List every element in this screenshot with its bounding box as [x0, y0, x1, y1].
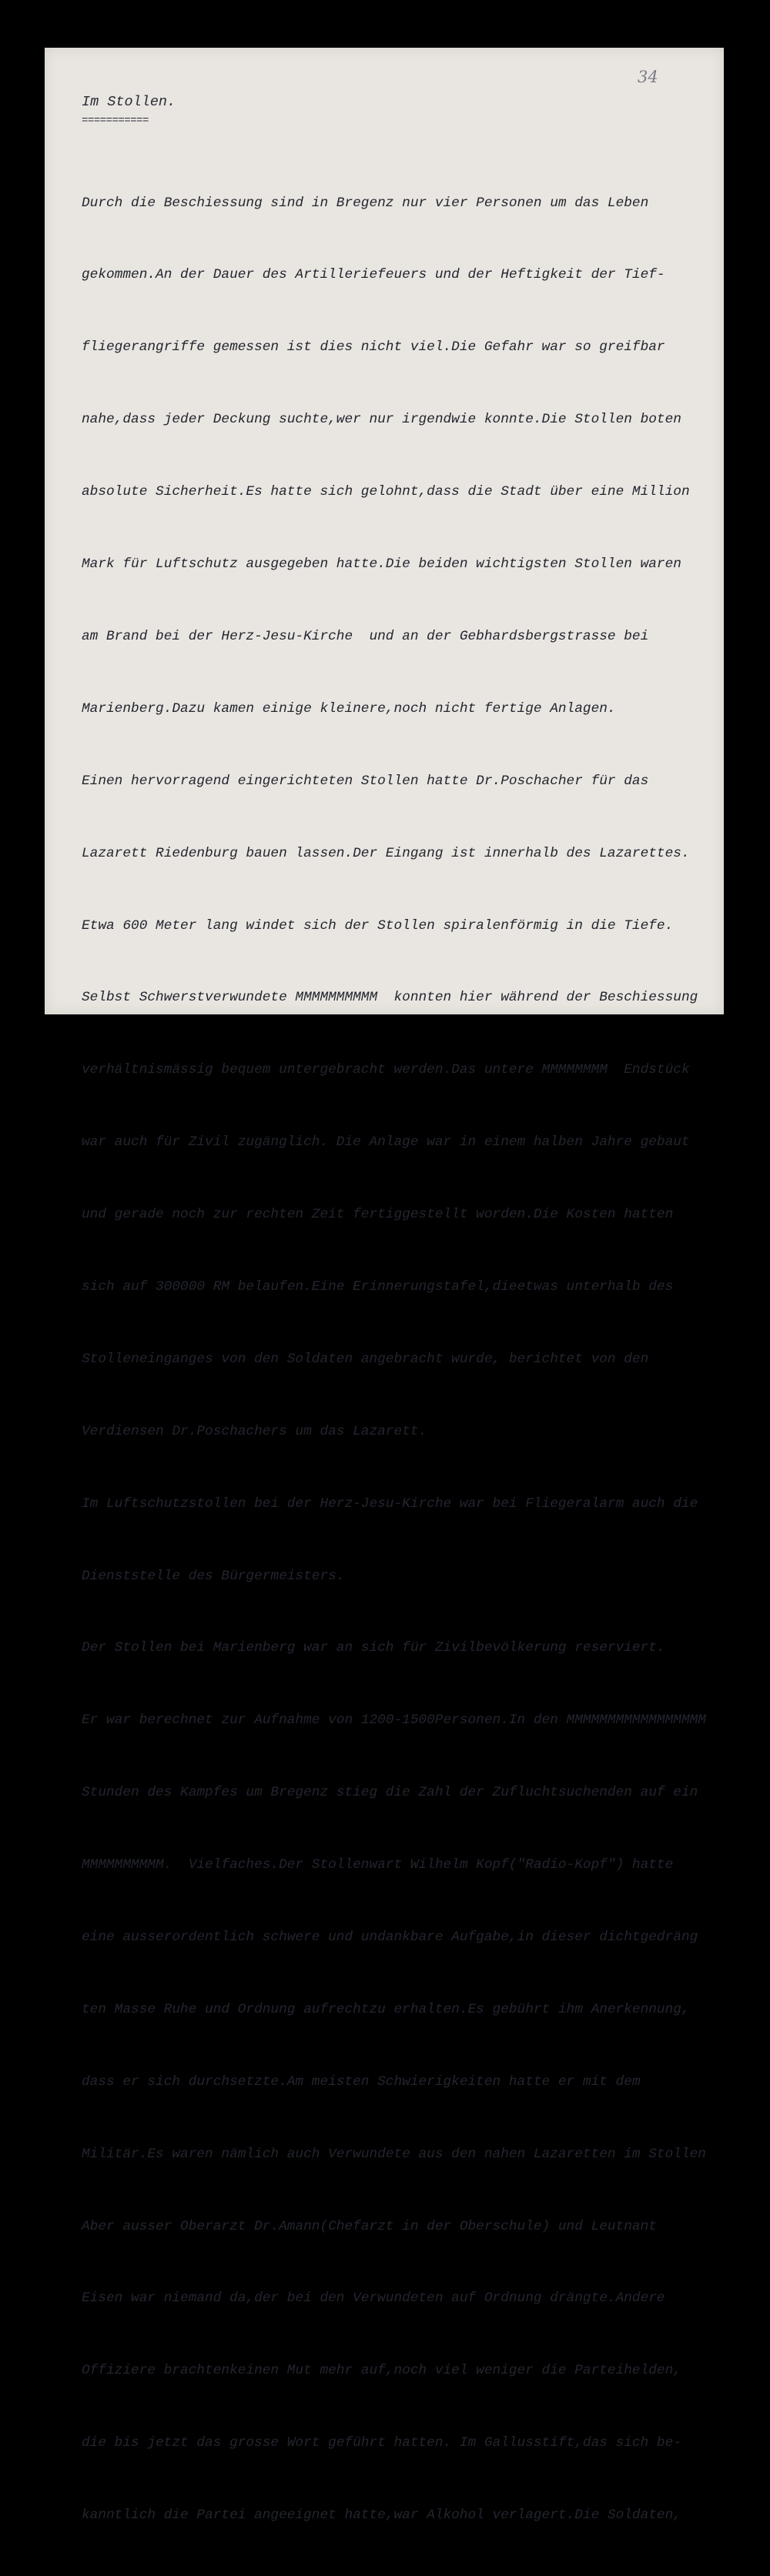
text-line: eine ausserordentlich schwere und undankbare Aufgabe,in dieser dichtgedräng: [82, 1929, 698, 1945]
text-line: absolute Sicherheit.Es hatte sich gelohnt,dass die Stadt über eine Million: [82, 484, 690, 500]
text-line: nahe,dass jeder Deckung suchte,wer nur irgendwie konnte.Die Stollen boten: [82, 412, 681, 428]
text-line: Militär.Es waren nämlich auch Verwundete aus den nahen Lazaretten im Stollen: [82, 2146, 706, 2162]
text-line: Der Stollen bei Marienberg war an sich für Zivilbevölkerung reserviert.: [82, 1640, 665, 1656]
page-title: Im Stollen.: [82, 94, 176, 110]
text-line: gekommen.An der Dauer des Artilleriefeuers und der Heftigkeit der Tief-: [82, 267, 665, 283]
page-number: 34: [638, 68, 658, 86]
text-line: Im Luftschutzstollen bei der Herz-Jesu-Kirche war bei Fliegeralarm auch die: [82, 1495, 698, 1512]
text-line: Einen hervorragend eingerichteten Stollen hatte Dr.Poschacher für das: [82, 773, 649, 789]
text-line: MMMMMMMMMM. Vielfaches.Der Stollenwart Wilhelm Kopf("Radio-Kopf") hatte: [82, 1857, 674, 1873]
text-line: verhältnismässig bequem untergebracht werden.Das untere MMMMMMMM Endstück: [82, 1062, 690, 1078]
document-page: [45, 48, 724, 2524]
text-line: dass er sich durchsetzte.Am meisten Schwierigkeiten hatte er mit dem: [82, 2073, 641, 2090]
text-line: Offiziere brachtenkeinen Mut mehr auf,noch viel weniger die Parteihelden,: [82, 2363, 681, 2379]
text-line: ten Masse Ruhe und Ordnung aufrechtzu erhalten.Es gebührt ihm Anerkennung,: [82, 2001, 690, 2017]
title-underline: ===========: [82, 115, 149, 127]
text-line: Verdiensen Dr.Poschachers um das Lazarett.: [82, 1423, 427, 1439]
text-line: Mark für Luftschutz ausgegeben hatte.Die beiden wichtigsten Stollen waren: [82, 556, 681, 573]
text-line: kanntlich die Partei angeeignet hatte,war Alkohol verlagert.Die Soldaten,: [82, 2508, 681, 2524]
text-line: war auch für Zivil zugänglich. Die Anlage war in einem halben Jahre gebaut: [82, 1134, 690, 1151]
text-line: Aber ausser Oberarzt Dr.Amann(Chefarzt in der Oberschule) und Leutnant: [82, 2218, 657, 2234]
text-line: Marienberg.Dazu kamen einige kleinere,noch nicht fertige Anlagen.: [82, 700, 616, 717]
text-line: und gerade noch zur rechten Zeit fertiggestellt worden.Die Kosten hatten: [82, 1207, 674, 1223]
text-line: sich auf 300000 RM belaufen.Eine Erinnerungstafel,dieetwas unterhalb des: [82, 1278, 674, 1295]
text-line: Dienststelle des Bürgermeisters.: [82, 1568, 345, 1584]
text-line: die bis jetzt das grosse Wort geführt hatten. Im Gallusstift,das sich be-: [82, 2435, 681, 2451]
text-line: am Brand bei der Herz-Jesu-Kirche und an der Gebhardsbergstrasse bei: [82, 628, 649, 644]
text-line: Stolleneinganges von den Soldaten angebracht wurde, berichtet von den: [82, 1351, 649, 1367]
text-line: Durch die Beschiessung sind in Bregenz nur vier Personen um das Leben: [82, 195, 649, 211]
text-line: Stunden des Kampfes um Bregenz stieg die Zahl der Zufluchtsuchenden auf ein: [82, 1785, 698, 1801]
body-text: [82, 143, 724, 2576]
text-line: Etwa 600 Meter lang windet sich der Stollen spiralenförmig in die Tiefe.: [82, 917, 674, 934]
text-line: Eisen war niemand da,der bei den Verwundeten auf Ordnung drängte.Andere: [82, 2290, 665, 2307]
text-line: Er war berechnet zur Aufnahme von 1200-1500Personen.In den MMMMMMMMMMMMMMMMM: [82, 1712, 706, 1729]
text-line: Lazarett Riedenburg bauen lassen.Der Eingang ist innerhalb des Lazarettes.: [82, 845, 690, 861]
text-line: fliegerangriffe gemessen ist dies nicht viel.Die Gefahr war so greifbar: [82, 339, 665, 356]
text-line: Selbst Schwerstverwundete MMMMMMMMMM konnten hier während der Beschiessung: [82, 990, 698, 1006]
